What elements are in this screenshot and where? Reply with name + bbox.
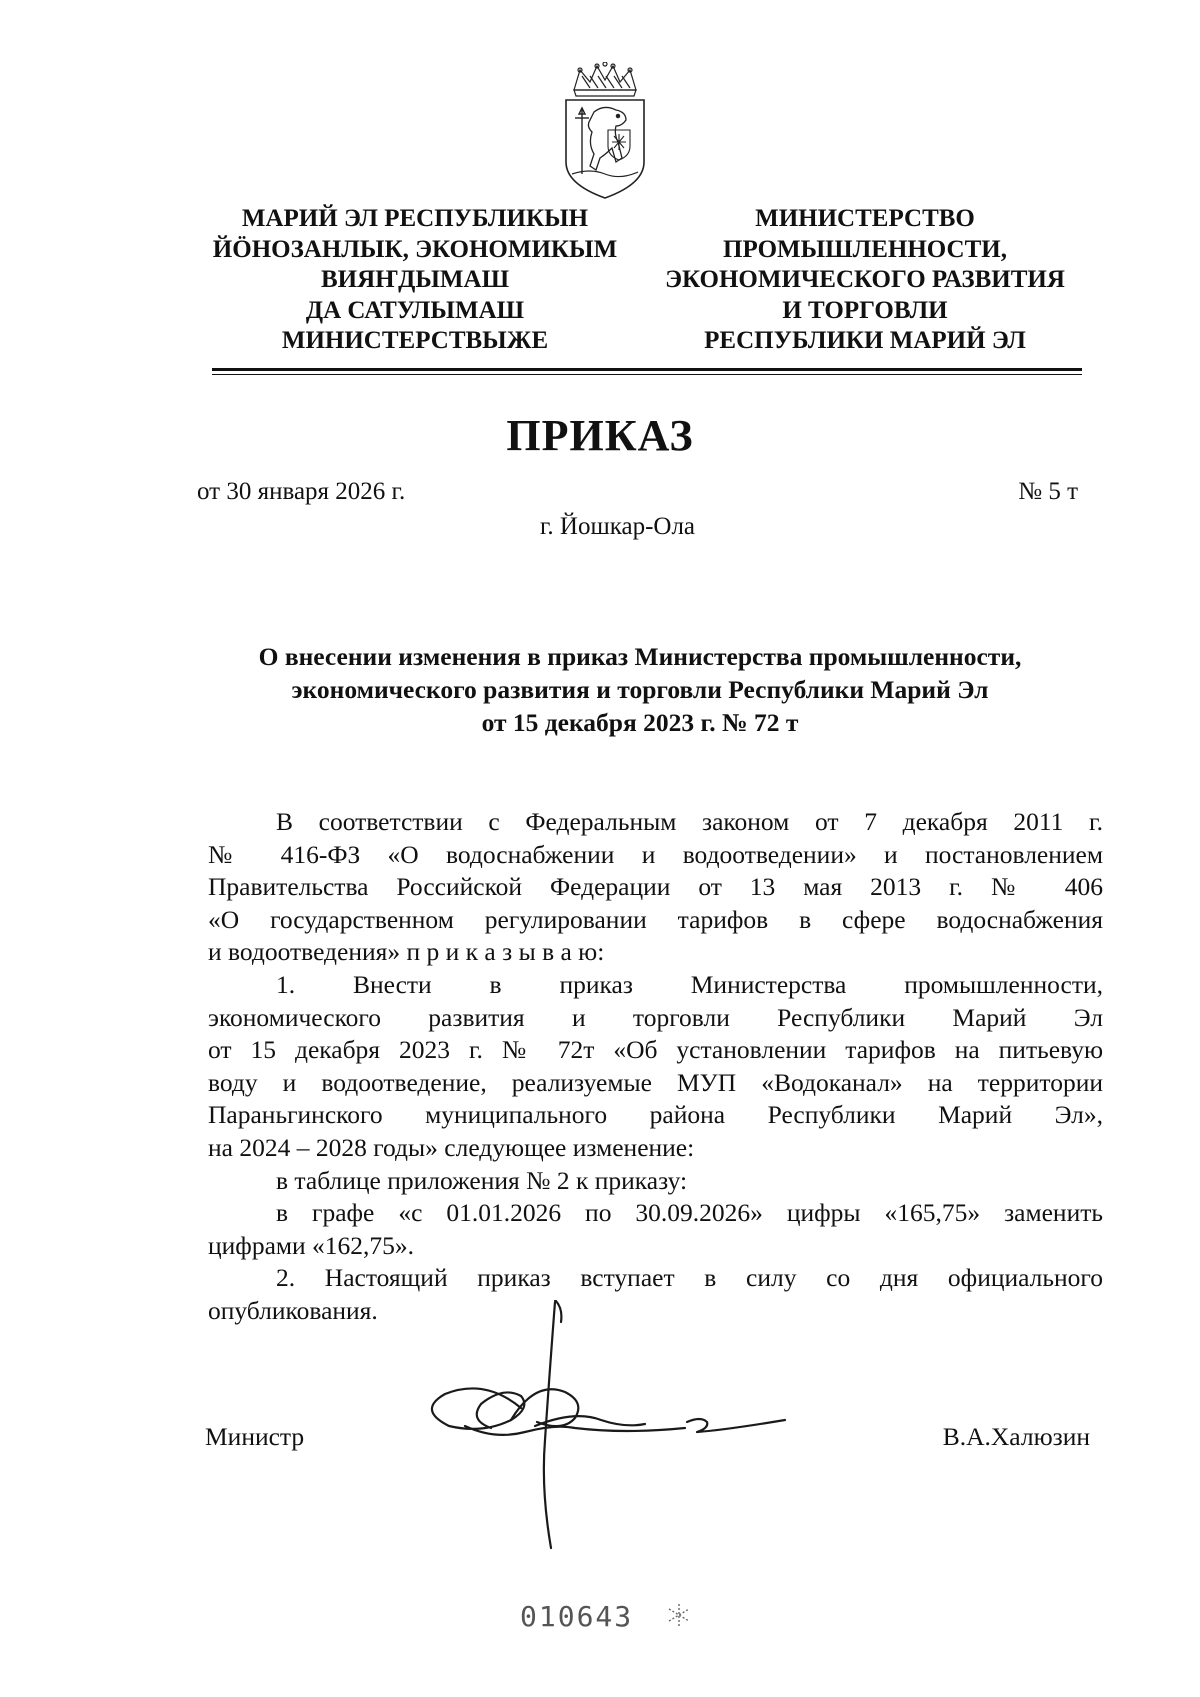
- coat-of-arms-icon: [560, 62, 650, 202]
- body-text-line: 1. Внести в приказ Министерства промышленности,: [276, 969, 1103, 999]
- body-text-line: от 15 декабря 2023 г. № 72т «Об установлении тарифов на питьевую: [208, 1035, 1103, 1065]
- body-text-line: экономического развития и торговли Республики Марий Эл: [208, 1002, 1103, 1032]
- subject-line: от 15 декабря 2023 г. № 72 т: [481, 708, 799, 737]
- ministry-name-russian: [640, 204, 1090, 357]
- header-left-line: МИНИСТЕРСТВЫЖЕ: [281, 327, 549, 354]
- header-left-line: МАРИЙ ЭЛ РЕСПУБЛИКЫН: [241, 205, 589, 232]
- body-text-line: цифрами «162,75».: [208, 1230, 415, 1260]
- header-left-line: ЙӦНОЗАНЛЫК, ЭКОНОМИКЫМ: [212, 235, 618, 263]
- order-subject: [180, 640, 1100, 739]
- signatory-name: В.А.Халюзин: [942, 1422, 1090, 1451]
- body-text-line: «О государственном регулировании тарифов в сфере водоснабжения: [208, 904, 1103, 934]
- header-right-line: ЭКОНОМИЧЕСКОГО РАЗВИТИЯ: [665, 266, 1065, 293]
- body-text-line: на 2024 – 2028 годы» следующее изменение:: [208, 1132, 695, 1162]
- serial-number: 010643: [520, 1600, 634, 1633]
- header-left-line: ДА САТУЛЫМАШ: [305, 296, 525, 324]
- body-text-line: в графе «с 01.01.2026 по 30.09.2026» цифры «165,75» заменить: [276, 1198, 1103, 1228]
- document-title: ПРИКАЗ: [506, 411, 694, 460]
- body-text-line: Правительства Российской Федерации от 13 мая 2013 г. № 406: [208, 872, 1103, 902]
- body-text-line: в таблице приложения № 2 к приказу:: [276, 1165, 688, 1195]
- body-text-line: Параньгинского муниципального района Республики Марий Эл»,: [208, 1100, 1103, 1130]
- header-left-line: ВИЯҤДЫМАШ: [320, 266, 510, 293]
- order-date: от 30 января 2026 г.: [197, 478, 406, 505]
- ministry-name-mari: [180, 204, 650, 357]
- header-right-line: ПРОМЫШЛЕННОСТИ,: [723, 235, 1007, 263]
- handwritten-signature: [425, 1300, 865, 1550]
- header-divider-thin: [212, 374, 1082, 375]
- order-number: № 5 т: [1018, 478, 1078, 505]
- header-right-line: И ТОРГОВЛИ: [782, 296, 948, 324]
- subject-line: экономического развития и торговли Республики Марий Эл: [291, 675, 989, 704]
- body-text-line: и водоотведения» п р и к а з ы в а ю:: [208, 937, 605, 967]
- signatory-position: Министр: [205, 1422, 305, 1451]
- body-text-line: опубликования.: [208, 1295, 378, 1325]
- subject-line: О внесении изменения в приказ Министерства промышленности,: [258, 642, 1022, 671]
- asterisk-mark-icon: [666, 1602, 692, 1628]
- body-text-line: В соответствии с Федеральным законом от 7 декабря 2011 г.: [276, 807, 1103, 836]
- header-right-line: МИНИСТЕРСТВО: [755, 205, 975, 232]
- header-right-line: РЕСПУБЛИКИ МАРИЙ ЭЛ: [704, 327, 1026, 354]
- body-text-line: № 416-ФЗ «О водоснабжении и водоотведении» и постановлением: [208, 839, 1103, 869]
- body-text-line: воду и водоотведение, реализуемые МУП «Водоканал» на территории: [208, 1067, 1103, 1097]
- header-divider-thick: [212, 368, 1082, 371]
- order-body: [208, 806, 1103, 1328]
- order-city: г. Йошкар-Ола: [539, 513, 696, 540]
- body-text-line: 2. Настоящий приказ вступает в силу со дня официального: [276, 1263, 1103, 1293]
